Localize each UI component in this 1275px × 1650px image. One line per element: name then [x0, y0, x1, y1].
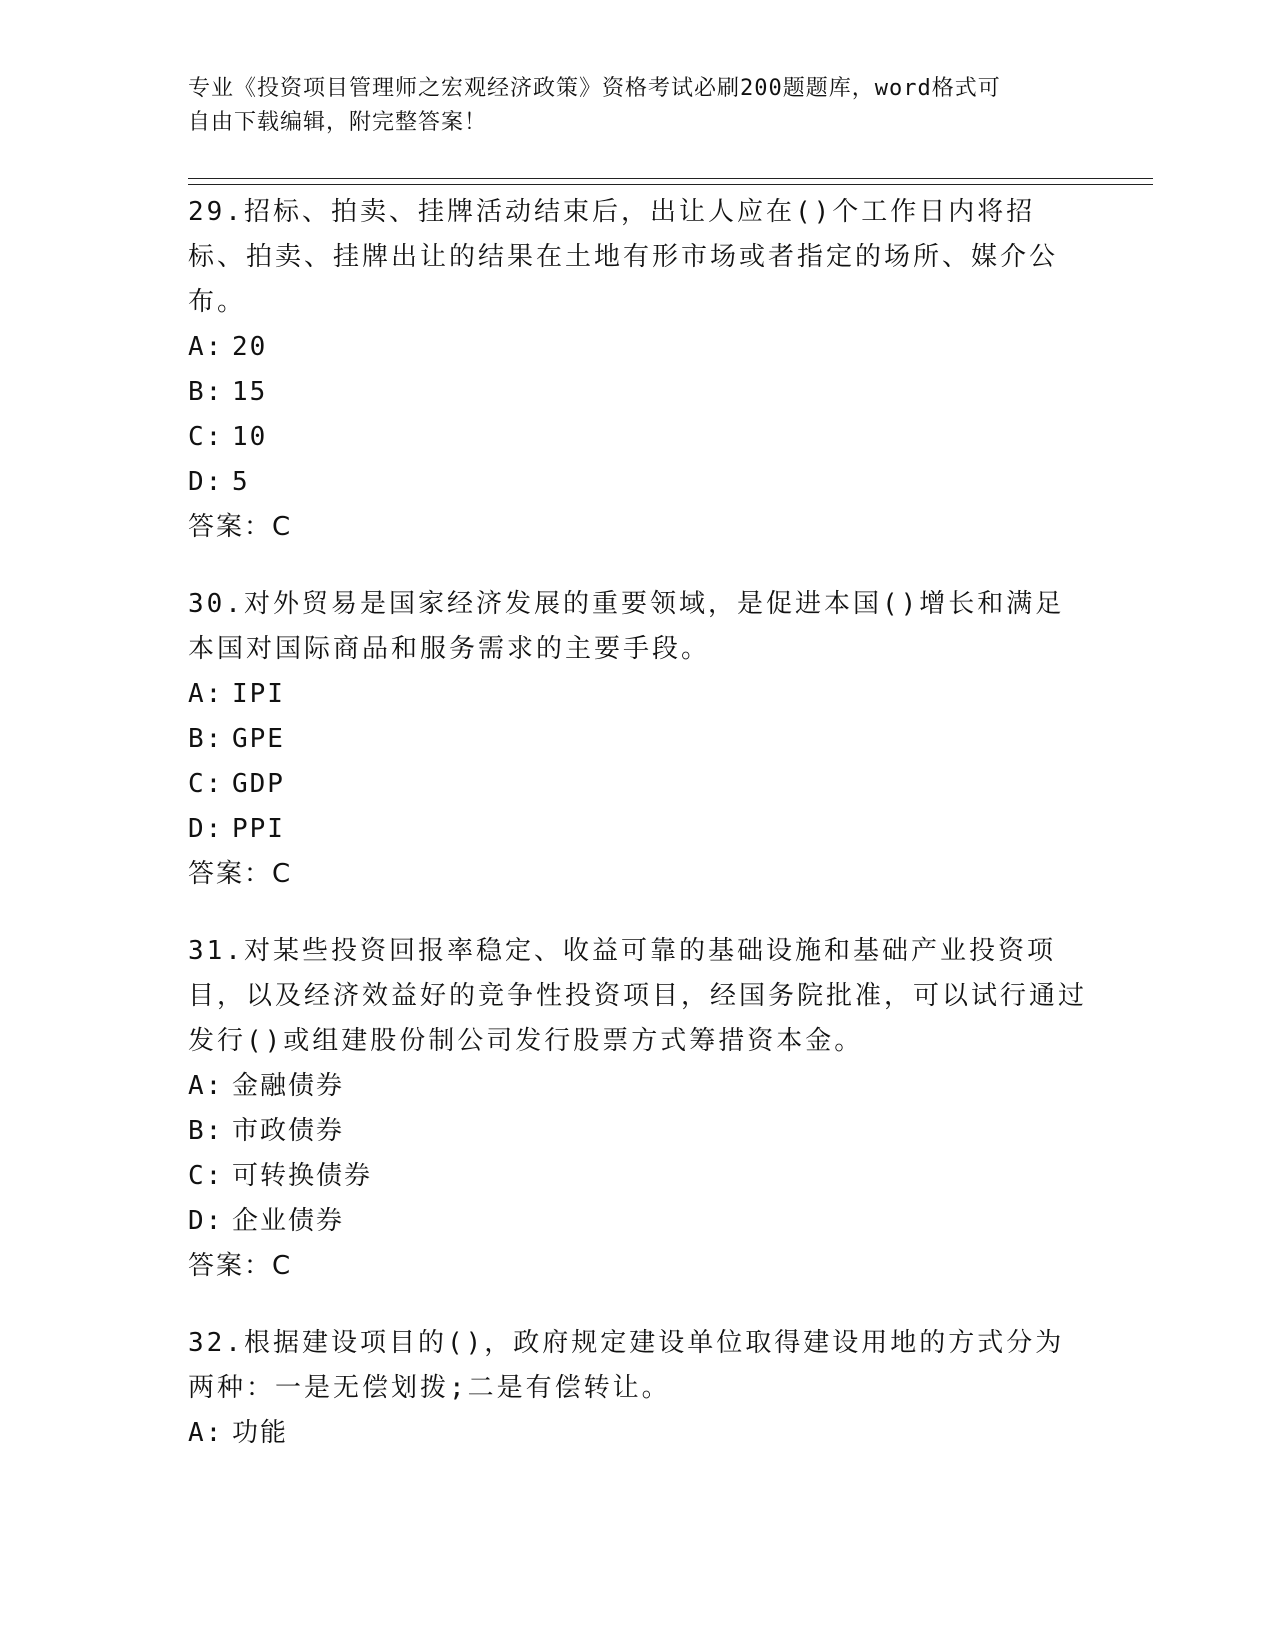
option-d [188, 1199, 1088, 1244]
question-stem: 31.对某些投资回报率稳定、收益可靠的基础设施和基础产业投资项目，以及经济效益好的竞争性投资项目，经国务院批准，可以试行通过发行()或组建股份制公司发行股票方式筹措资本金。 [188, 936, 1088, 1056]
option-text: 企业债券 [232, 1206, 345, 1236]
answer-line: 答案：C [188, 512, 293, 542]
option-text: PPI [232, 814, 285, 844]
question-list [188, 190, 1088, 1488]
option-letter: B: [188, 1116, 224, 1146]
option-letter: C: [188, 422, 224, 452]
question-32 [188, 1321, 1088, 1456]
option-text: 10 [232, 422, 268, 452]
option-a [188, 1411, 1088, 1456]
option-letter: C: [188, 1161, 224, 1191]
answer-line: 答案：C [188, 1251, 293, 1281]
question-stem: 30.对外贸易是国家经济发展的重要领域，是促进本国()增长和满足本国对国际商品和服务需求的主要手段。 [188, 589, 1065, 664]
option-letter: D: [188, 467, 224, 497]
option-b [188, 1109, 1088, 1154]
header-line-1: 专业《投资项目管理师之宏观经济政策》资格考试必刷200题题库，word格式可 [188, 76, 1001, 101]
option-d [188, 807, 1088, 852]
option-letter: B: [188, 724, 224, 754]
option-c [188, 762, 1088, 807]
option-letter: A: [188, 1071, 224, 1101]
header-divider-top [188, 178, 1153, 179]
header-line-2: 自由下载编辑，附完整答案！ [188, 110, 488, 135]
option-letter: D: [188, 1206, 224, 1236]
option-text: 功能 [232, 1418, 289, 1448]
option-letter: C: [188, 769, 224, 799]
question-stem: 32.根据建设项目的()，政府规定建设单位取得建设用地的方式分为两种：一是无偿划拨;二是有偿转让。 [188, 1328, 1065, 1403]
option-text: 金融债券 [232, 1071, 345, 1101]
option-d [188, 460, 1088, 505]
option-letter: D: [188, 814, 224, 844]
option-text: GPE [232, 724, 285, 754]
question-29 [188, 190, 1088, 550]
option-a [188, 1064, 1088, 1109]
option-a [188, 672, 1088, 717]
option-b [188, 370, 1088, 415]
option-b [188, 717, 1088, 762]
option-letter: B: [188, 377, 224, 407]
option-a [188, 325, 1088, 370]
option-text: 可转换债券 [232, 1161, 373, 1191]
option-text: 15 [232, 377, 268, 407]
option-text: 20 [232, 332, 268, 362]
answer-line: 答案：C [188, 859, 293, 889]
option-letter: A: [188, 1418, 224, 1448]
option-letter: A: [188, 679, 224, 709]
option-letter: A: [188, 332, 224, 362]
document-header [188, 72, 1088, 140]
option-text: IPI [232, 679, 285, 709]
header-divider-bottom [188, 184, 1153, 185]
option-text: GDP [232, 769, 285, 799]
question-31 [188, 929, 1088, 1289]
option-text: 市政债券 [232, 1116, 345, 1146]
option-c [188, 1154, 1088, 1199]
option-c [188, 415, 1088, 460]
question-stem: 29.招标、拍卖、挂牌活动结束后，出让人应在()个工作日内将招标、拍卖、挂牌出让的结果在土地有形市场或者指定的场所、媒介公布。 [188, 197, 1059, 317]
question-30 [188, 582, 1088, 897]
option-text: 5 [232, 467, 250, 497]
